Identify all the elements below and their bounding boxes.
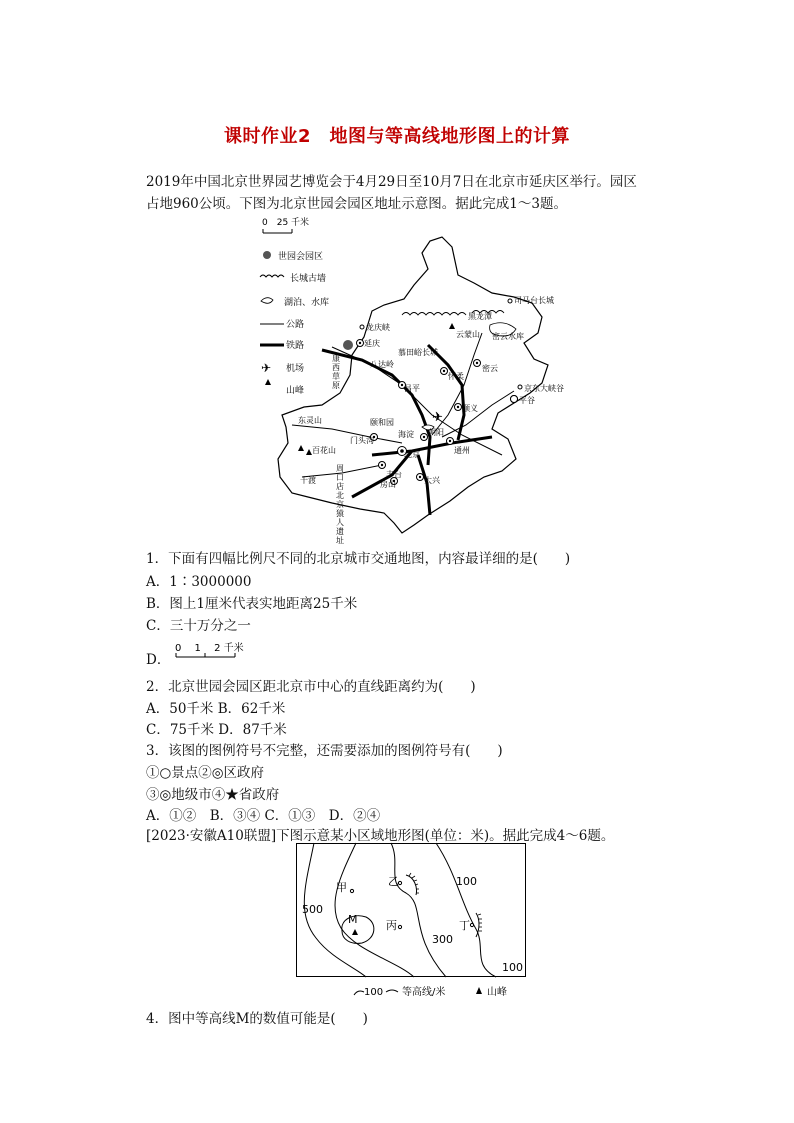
svg-text:平谷: 平谷: [519, 396, 535, 405]
intro-line-1: 2019年中国北京世界园艺博览会于4月29日至10月7日在北京市延庆区举行。园区: [146, 174, 637, 190]
svg-text:东灵山: 东灵山: [298, 416, 322, 425]
peak-icon: [265, 379, 271, 385]
topo-intro: [2023·安徽A10联盟]下图示意某小区域地形图(单位：米)。据此完成4～6题。: [146, 828, 615, 844]
svg-text:100: 100: [364, 987, 384, 998]
svg-text:店: 店: [336, 482, 344, 491]
svg-text:朝阳: 朝阳: [428, 428, 444, 437]
contour-100-bottom: 100: [502, 961, 523, 974]
q1-option-d-label: D．: [146, 652, 171, 668]
legend-rail: 铁路: [286, 341, 305, 351]
svg-text:口: 口: [336, 473, 344, 482]
svg-text:丰台: 丰台: [386, 470, 402, 479]
q1-stem: 1．下面有四幅比例尺不同的北京城市交通地图，内容最详细的是( ): [146, 551, 571, 567]
q2-options-ab: A．50千米 B．62千米: [146, 701, 286, 717]
q1-option-b: B．图上1厘米代表实地距离25千米: [146, 596, 358, 612]
label-yi: 乙: [388, 875, 399, 888]
beijing-map: [252, 215, 564, 545]
svg-text:人: 人: [336, 518, 344, 527]
svg-text:北京: 北京: [404, 450, 420, 459]
intro-paragraph: [146, 171, 666, 215]
svg-text:等高线/米: 等高线/米: [402, 987, 446, 998]
q2-stem: 2．北京世园会园区距北京市中心的直线距离约为( ): [146, 679, 476, 695]
great-wall-icon: [260, 275, 284, 277]
svg-text:黑龙潭: 黑龙潭: [468, 312, 492, 321]
scale-bar-d: [175, 642, 245, 668]
svg-text:门头沟: 门头沟: [350, 436, 374, 445]
svg-text:北: 北: [336, 491, 344, 500]
q2-options-cd: C．75千米 D．87千米: [146, 722, 287, 738]
svg-text:大兴: 大兴: [424, 476, 440, 485]
svg-text:怀柔: 怀柔: [448, 372, 464, 381]
svg-text:西: 西: [332, 363, 340, 372]
q1-option-d: [146, 638, 245, 668]
contour-legend: [352, 983, 552, 1001]
q4-stem: 4．图中等高线M的数值可能是( ): [146, 1011, 368, 1027]
svg-text:海淀: 海淀: [398, 430, 414, 439]
map-scale-label: 0 25 千米: [262, 218, 310, 228]
label-ding: 丁: [459, 919, 470, 932]
svg-text:八达岭: 八达岭: [370, 360, 394, 369]
svg-text:遗: 遗: [336, 527, 344, 536]
legend-road: 公路: [286, 320, 305, 330]
svg-text:十渡: 十渡: [300, 476, 316, 485]
svg-text:颐和园: 颐和园: [370, 418, 394, 427]
svg-text:百花山: 百花山: [312, 446, 336, 455]
svg-text:龙庆峡: 龙庆峡: [366, 323, 390, 332]
legend-expo: 世园会园区: [278, 252, 324, 262]
svg-text:✈: ✈: [432, 410, 443, 425]
legend-lake: 湖泊、水库: [284, 298, 330, 308]
q3-stem: 3．该图的图例符号不完整，还需要添加的图例符号有( ): [146, 743, 503, 759]
legend-wall: 长城古墙: [290, 274, 327, 284]
label-jia: 甲: [336, 881, 347, 894]
label-m: M: [348, 913, 358, 926]
svg-text:原: 原: [332, 381, 340, 390]
svg-text:司马台长城: 司马台长城: [514, 296, 554, 305]
contour-100-top: 100: [456, 875, 477, 888]
svg-text:昌平: 昌平: [404, 384, 420, 393]
lake-icon: [261, 298, 273, 304]
intro-line-2: 占地960公顷。下图为北京世园会园区地址示意图。据此完成1～3题。: [146, 196, 567, 212]
svg-text:慕田峪长城: 慕田峪长城: [398, 348, 438, 357]
svg-text:房山: 房山: [380, 480, 396, 489]
legend-peak: 山峰: [286, 386, 305, 396]
svg-text:密云: 密云: [482, 364, 498, 373]
zhoukoudian-vertical-label: [336, 464, 344, 545]
svg-text:京东大峡谷: 京东大峡谷: [524, 384, 564, 393]
q1-option-c: C．三十万分之一: [146, 618, 251, 634]
svg-text:通州: 通州: [454, 446, 470, 455]
svg-text:云蒙山: 云蒙山: [456, 330, 480, 339]
svg-text:周: 周: [336, 464, 344, 473]
svg-text:顺义: 顺义: [462, 404, 478, 413]
svg-text:猿: 猿: [336, 509, 344, 518]
legend-airport: 机场: [286, 364, 305, 374]
svg-text:密云水库: 密云水库: [492, 332, 524, 341]
airport-icon: ✈: [261, 361, 272, 375]
legend-peak-icon: [476, 987, 482, 994]
q3-option-12: ①○景点②◎区政府: [146, 765, 265, 781]
label-bing: 丙: [386, 919, 397, 932]
svg-text:京: 京: [336, 500, 344, 509]
kangxi-vertical-label: [332, 353, 340, 390]
contour-map: [296, 843, 526, 978]
svg-text:山峰: 山峰: [487, 987, 507, 998]
svg-text:康: 康: [332, 354, 340, 363]
svg-text:址: 址: [336, 536, 344, 545]
svg-text:草: 草: [332, 372, 340, 381]
page-title: 课时作业2 地图与等高线地形图上的计算: [223, 126, 571, 147]
contour-300: 300: [432, 933, 453, 946]
q1-option-a: A．1∶3000000: [146, 574, 252, 590]
svg-text:0 1 2 千米: 0 1 2 千米: [174, 643, 244, 654]
contour-500: 500: [302, 903, 323, 916]
q3-choices: A．①② B．③④ C．①③ D．②④: [146, 808, 381, 824]
q3-option-34: ③◎地级市④★省政府: [146, 787, 280, 803]
expo-site-icon: [263, 251, 271, 259]
svg-text:延庆: 延庆: [364, 339, 380, 348]
